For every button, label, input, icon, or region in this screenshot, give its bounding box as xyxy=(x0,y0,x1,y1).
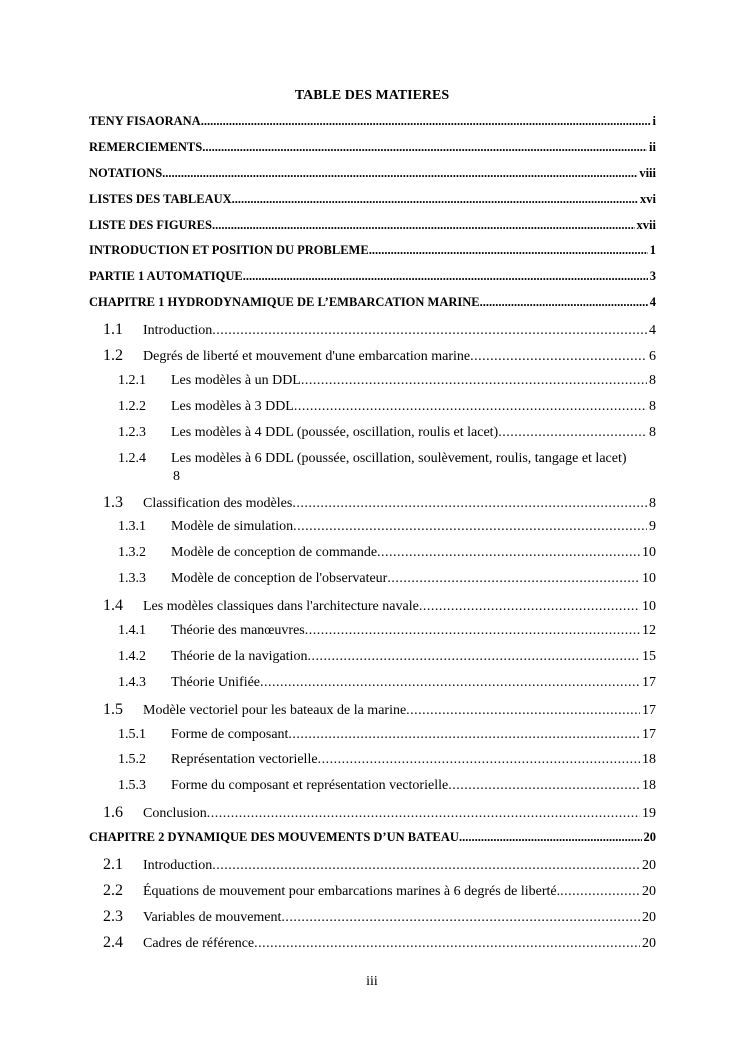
toc-page: 8 xyxy=(649,372,656,388)
toc-number: 1.4.2 xyxy=(118,648,146,664)
toc-page: 20 xyxy=(642,858,656,874)
toc-page: 8 xyxy=(173,468,180,484)
toc-number: 1.2.2 xyxy=(118,398,146,414)
toc-entry[interactable] xyxy=(89,114,656,140)
toc-entry[interactable] xyxy=(89,752,656,778)
toc-title: Théorie des manœuvres xyxy=(171,623,305,639)
toc-number: 1.2.4 xyxy=(118,450,146,466)
dot-leader xyxy=(260,675,640,691)
toc-page: 20 xyxy=(642,883,656,899)
toc-entry[interactable] xyxy=(89,856,656,882)
toc-title: Modèle vectoriel pour les bateaux de la marine xyxy=(143,702,407,718)
toc-title: Théorie Unifiée xyxy=(171,674,261,690)
dot-leader xyxy=(448,778,640,794)
dot-leader xyxy=(212,218,635,233)
dot-leader xyxy=(207,806,640,822)
toc-number: 2.2 xyxy=(103,881,123,899)
toc-number: 1.5 xyxy=(103,700,123,718)
toc-page: 17 xyxy=(642,674,656,690)
toc-entry[interactable] xyxy=(89,882,656,908)
toc-title: Les modèles à 3 DDL xyxy=(171,398,294,414)
dot-leader xyxy=(301,373,647,389)
toc-title: Théorie de la navigation xyxy=(171,648,308,664)
toc-title: Représentation vectorielle xyxy=(171,752,318,768)
dot-leader xyxy=(243,269,648,284)
toc-page: 17 xyxy=(642,726,656,742)
toc-entry[interactable] xyxy=(89,804,656,830)
toc-page: 3 xyxy=(649,269,656,284)
toc-title: Modèle de conception de l'observateur xyxy=(171,571,388,587)
toc-title: Les modèles à 6 DDL (poussée, oscillation, soulèvement, roulis, tangage et lacet) xyxy=(171,450,627,466)
toc-number: 1.3.3 xyxy=(118,571,146,587)
dot-leader xyxy=(212,323,647,339)
page-number: iii xyxy=(366,974,378,989)
dot-leader xyxy=(162,166,637,181)
dot-leader xyxy=(212,858,640,874)
toc-title: Conclusion xyxy=(143,806,207,822)
toc-page: 12 xyxy=(642,623,656,639)
toc-page: 20 xyxy=(642,909,656,925)
table-of-contents xyxy=(89,114,656,960)
toc-number: 1.3 xyxy=(103,493,123,511)
toc-title: LISTES DES TABLEAUX xyxy=(89,191,232,206)
toc-page: ii xyxy=(649,139,656,154)
toc-title: Les modèles classiques dans l'architecture navale xyxy=(143,599,419,615)
toc-entry[interactable] xyxy=(89,727,656,753)
toc-number: 1.3.1 xyxy=(118,519,146,535)
toc-page: 10 xyxy=(642,571,656,587)
toc-entry[interactable] xyxy=(89,623,656,649)
toc-entry[interactable] xyxy=(89,140,656,166)
dot-leader xyxy=(318,752,640,768)
dot-leader xyxy=(406,703,640,719)
toc-title: CHAPITRE 2 DYNAMIQUE DES MOUVEMENTS D’UN BATEAU xyxy=(89,830,459,845)
toc-title: Modèle de simulation xyxy=(171,519,294,535)
toc-entry[interactable] xyxy=(89,778,656,804)
toc-entry[interactable] xyxy=(89,908,656,934)
toc-page: 1 xyxy=(649,243,656,258)
toc-entry[interactable] xyxy=(89,701,656,727)
toc-page: xvi xyxy=(640,191,656,206)
toc-entry[interactable] xyxy=(89,830,656,856)
dot-leader xyxy=(293,519,647,535)
toc-number: 1.4 xyxy=(103,597,123,615)
dot-leader xyxy=(292,496,647,512)
toc-page: 20 xyxy=(642,935,656,951)
dot-leader xyxy=(377,545,640,561)
toc-page: 9 xyxy=(649,519,656,535)
toc-title: NOTATIONS xyxy=(89,165,163,180)
toc-title: LISTE DES FIGURES xyxy=(89,217,212,232)
dot-leader xyxy=(201,114,651,129)
toc-page: 4 xyxy=(649,323,656,339)
toc-entry[interactable] xyxy=(89,425,656,451)
toc-title: Équations de mouvement pour embarcations marines à 6 degrés de liberté. xyxy=(143,883,561,899)
dot-leader xyxy=(560,884,640,900)
toc-entry[interactable] xyxy=(89,649,656,675)
toc-entry[interactable] xyxy=(89,243,656,269)
toc-page: 15 xyxy=(642,648,656,664)
toc-entry[interactable] xyxy=(89,218,656,244)
toc-number: 1.1 xyxy=(103,321,123,339)
dot-leader xyxy=(498,425,647,441)
toc-number: 1.2 xyxy=(103,347,123,365)
toc-entry[interactable] xyxy=(89,571,656,597)
toc-page: 18 xyxy=(642,752,656,768)
dot-leader xyxy=(202,140,647,155)
toc-title: REMERCIEMENTS xyxy=(89,139,203,154)
dot-leader xyxy=(254,936,640,952)
toc-page: i xyxy=(652,114,656,128)
toc-number: 1.5.2 xyxy=(118,752,146,768)
dot-leader xyxy=(387,571,640,587)
toc-page: 17 xyxy=(642,702,656,718)
toc-title: Les modèles à un DDL xyxy=(171,372,301,388)
toc-page: 8 xyxy=(649,495,656,511)
dot-leader xyxy=(232,192,638,207)
toc-title: Classification des modèles xyxy=(143,495,293,511)
toc-page: 4 xyxy=(649,295,656,310)
toc-page: 6 xyxy=(649,349,656,365)
toc-number: 1.5.1 xyxy=(118,726,146,742)
toc-number: 1.4.1 xyxy=(118,623,146,639)
toc-title: Modèle de conception de commande xyxy=(171,545,378,561)
toc-number: 1.3.2 xyxy=(118,545,146,561)
toc-entry[interactable] xyxy=(89,321,656,347)
toc-title: Variables de mouvement xyxy=(143,909,282,925)
dot-leader xyxy=(470,349,647,365)
toc-entry[interactable] xyxy=(89,545,656,571)
toc-page: 18 xyxy=(642,778,656,794)
toc-entry[interactable] xyxy=(89,597,656,623)
toc-entry[interactable] xyxy=(89,451,656,494)
toc-number: 1.2.1 xyxy=(118,372,146,388)
toc-title: PARTIE 1 AUTOMATIQUE xyxy=(89,269,243,284)
dot-leader xyxy=(288,727,640,743)
toc-page: xvii xyxy=(636,217,656,232)
dot-leader xyxy=(459,830,642,845)
toc-number: 1.5.3 xyxy=(118,778,146,794)
toc-number: 2.4 xyxy=(103,933,123,951)
toc-title: Introduction xyxy=(143,858,213,874)
toc-number: 2.1 xyxy=(103,856,123,874)
toc-entry[interactable] xyxy=(89,675,656,701)
toc-entry[interactable] xyxy=(89,373,656,399)
toc-entry[interactable] xyxy=(89,347,656,373)
toc-page: 8 xyxy=(649,398,656,414)
dot-leader xyxy=(281,910,640,926)
dot-leader xyxy=(294,399,647,415)
toc-title: Cadres de référence xyxy=(143,935,255,951)
page-title: TABLE DES MATIERES xyxy=(294,88,450,103)
toc-title: Introduction xyxy=(143,323,213,339)
toc-number: 1.4.3 xyxy=(118,674,146,690)
toc-title: TENY FISAORANA xyxy=(89,114,201,128)
toc-page: 20 xyxy=(643,830,656,845)
toc-page: 10 xyxy=(642,599,656,615)
dot-leader xyxy=(419,599,640,615)
toc-page: viii xyxy=(639,165,656,180)
toc-entry[interactable] xyxy=(89,166,656,192)
toc-entry[interactable] xyxy=(89,494,656,520)
toc-number: 2.3 xyxy=(103,907,123,925)
toc-title: CHAPITRE 1 HYDRODYNAMIQUE DE L’EMBARCATION MARINE xyxy=(89,295,480,310)
toc-page: 19 xyxy=(642,806,656,822)
toc-number: 1.6 xyxy=(103,804,123,822)
dot-leader xyxy=(480,295,648,310)
toc-entry[interactable] xyxy=(89,399,656,425)
dot-leader xyxy=(307,649,640,665)
toc-entry[interactable] xyxy=(89,934,656,960)
toc-entry[interactable] xyxy=(89,192,656,218)
toc-title: Degrés de liberté et mouvement d'une embarcation marine xyxy=(143,349,471,365)
toc-title: Forme de composant xyxy=(171,726,289,742)
toc-page: 10 xyxy=(642,545,656,561)
toc-page: 8 xyxy=(649,424,656,440)
dot-leader xyxy=(305,623,640,639)
toc-title: Les modèles à 4 DDL (poussée, oscillation, roulis et lacet) xyxy=(171,424,499,440)
toc-entry[interactable] xyxy=(89,295,656,321)
toc-title: Forme du composant et représentation vectorielle xyxy=(171,778,449,794)
toc-entry[interactable] xyxy=(89,519,656,545)
toc-title: INTRODUCTION ET POSITION DU PROBLEME xyxy=(89,243,369,258)
toc-number: 1.2.3 xyxy=(118,424,146,440)
toc-entry[interactable] xyxy=(89,269,656,295)
dot-leader xyxy=(369,243,648,258)
